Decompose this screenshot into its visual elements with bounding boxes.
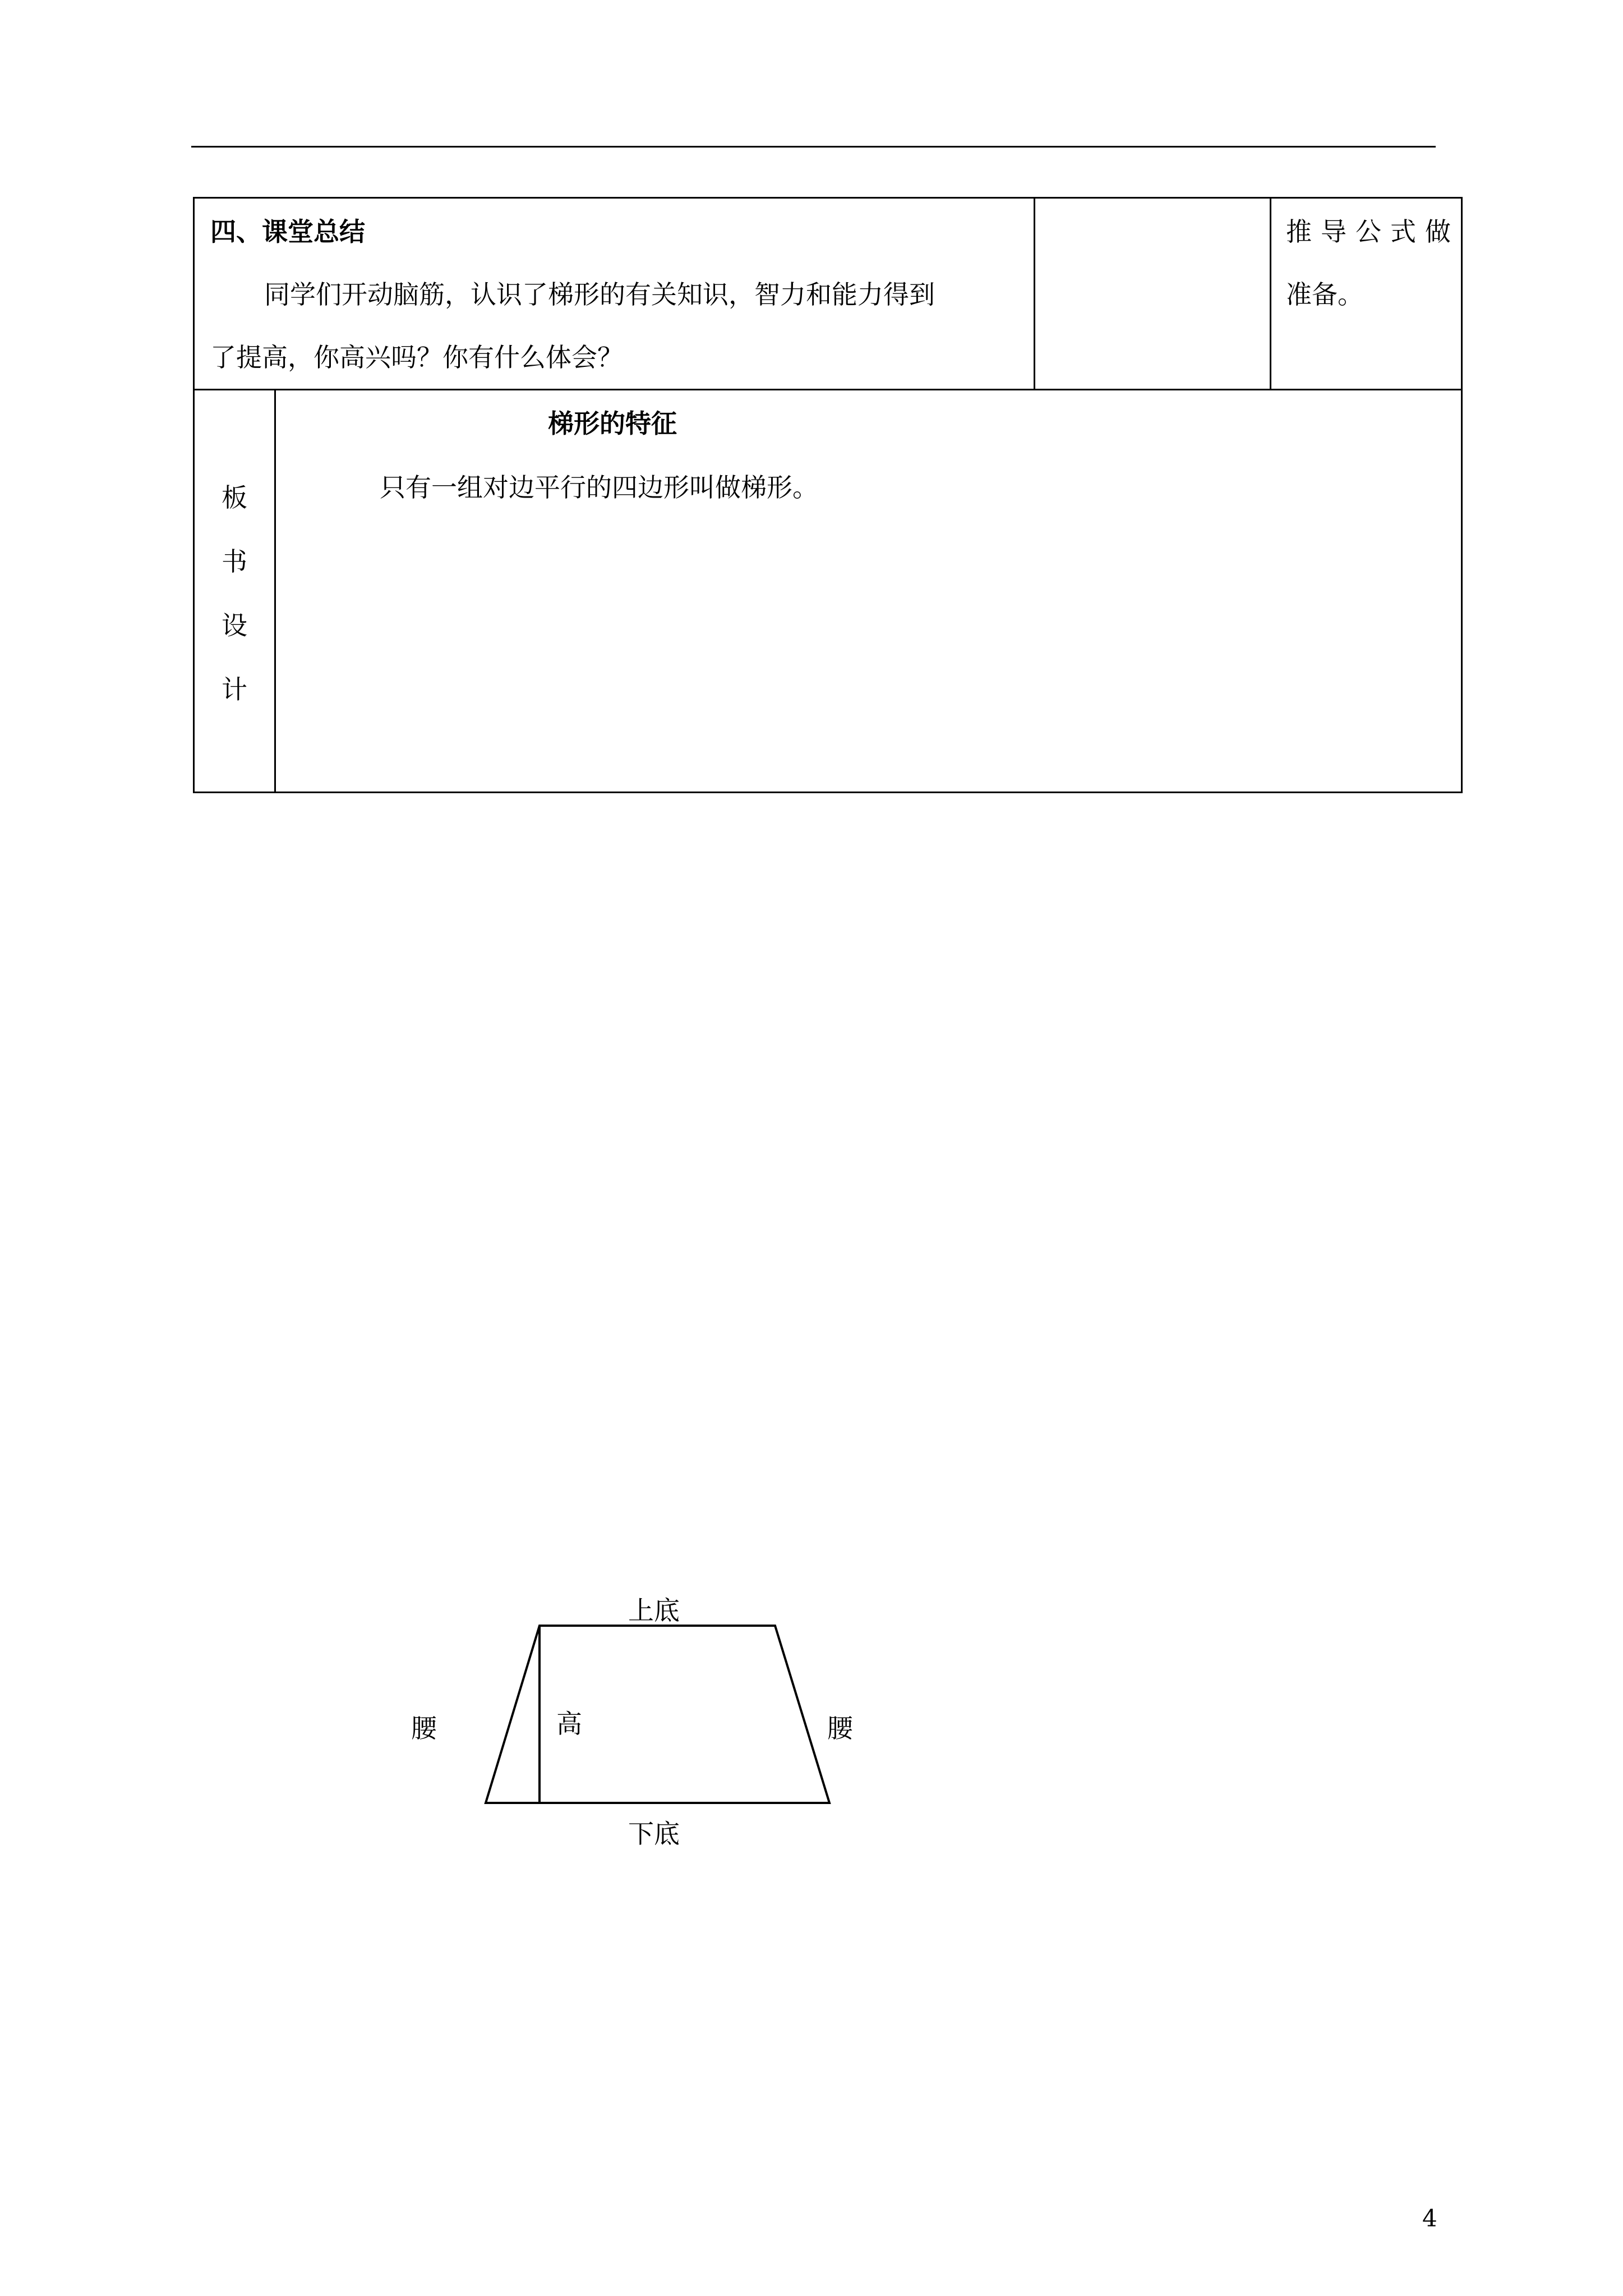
summary-paragraph-line1: 同学们开动脑筋，认识了梯形的有关知识，智力和能力得到 [264,279,935,310]
board-definition: 只有一组对边平行的四边形叫做梯形。 [380,472,818,503]
summary-note-line1: 推导公式做 [1286,217,1460,247]
page-number: 4 [1422,2205,1437,2232]
board-label-char-4: 计 [222,674,247,705]
summary-heading: 四、课堂总结 [210,217,365,247]
label-height: 高 [556,1709,582,1739]
label-top-base: 上底 [628,1595,680,1626]
label-left-leg: 腰 [411,1713,437,1743]
board-label-char-3: 设 [222,610,247,641]
summary-paragraph-line2: 了提高，你高兴吗？你有什么体会？ [210,342,623,372]
summary-note-line2: 准备。 [1286,279,1363,310]
label-right-leg: 腰 [827,1713,853,1743]
board-label-char-1: 板 [222,482,247,513]
trapezoid-shape [486,1626,829,1803]
board-title: 梯形的特征 [548,408,677,439]
label-bottom-base: 下底 [628,1819,680,1849]
board-label-char-2: 书 [222,546,247,577]
